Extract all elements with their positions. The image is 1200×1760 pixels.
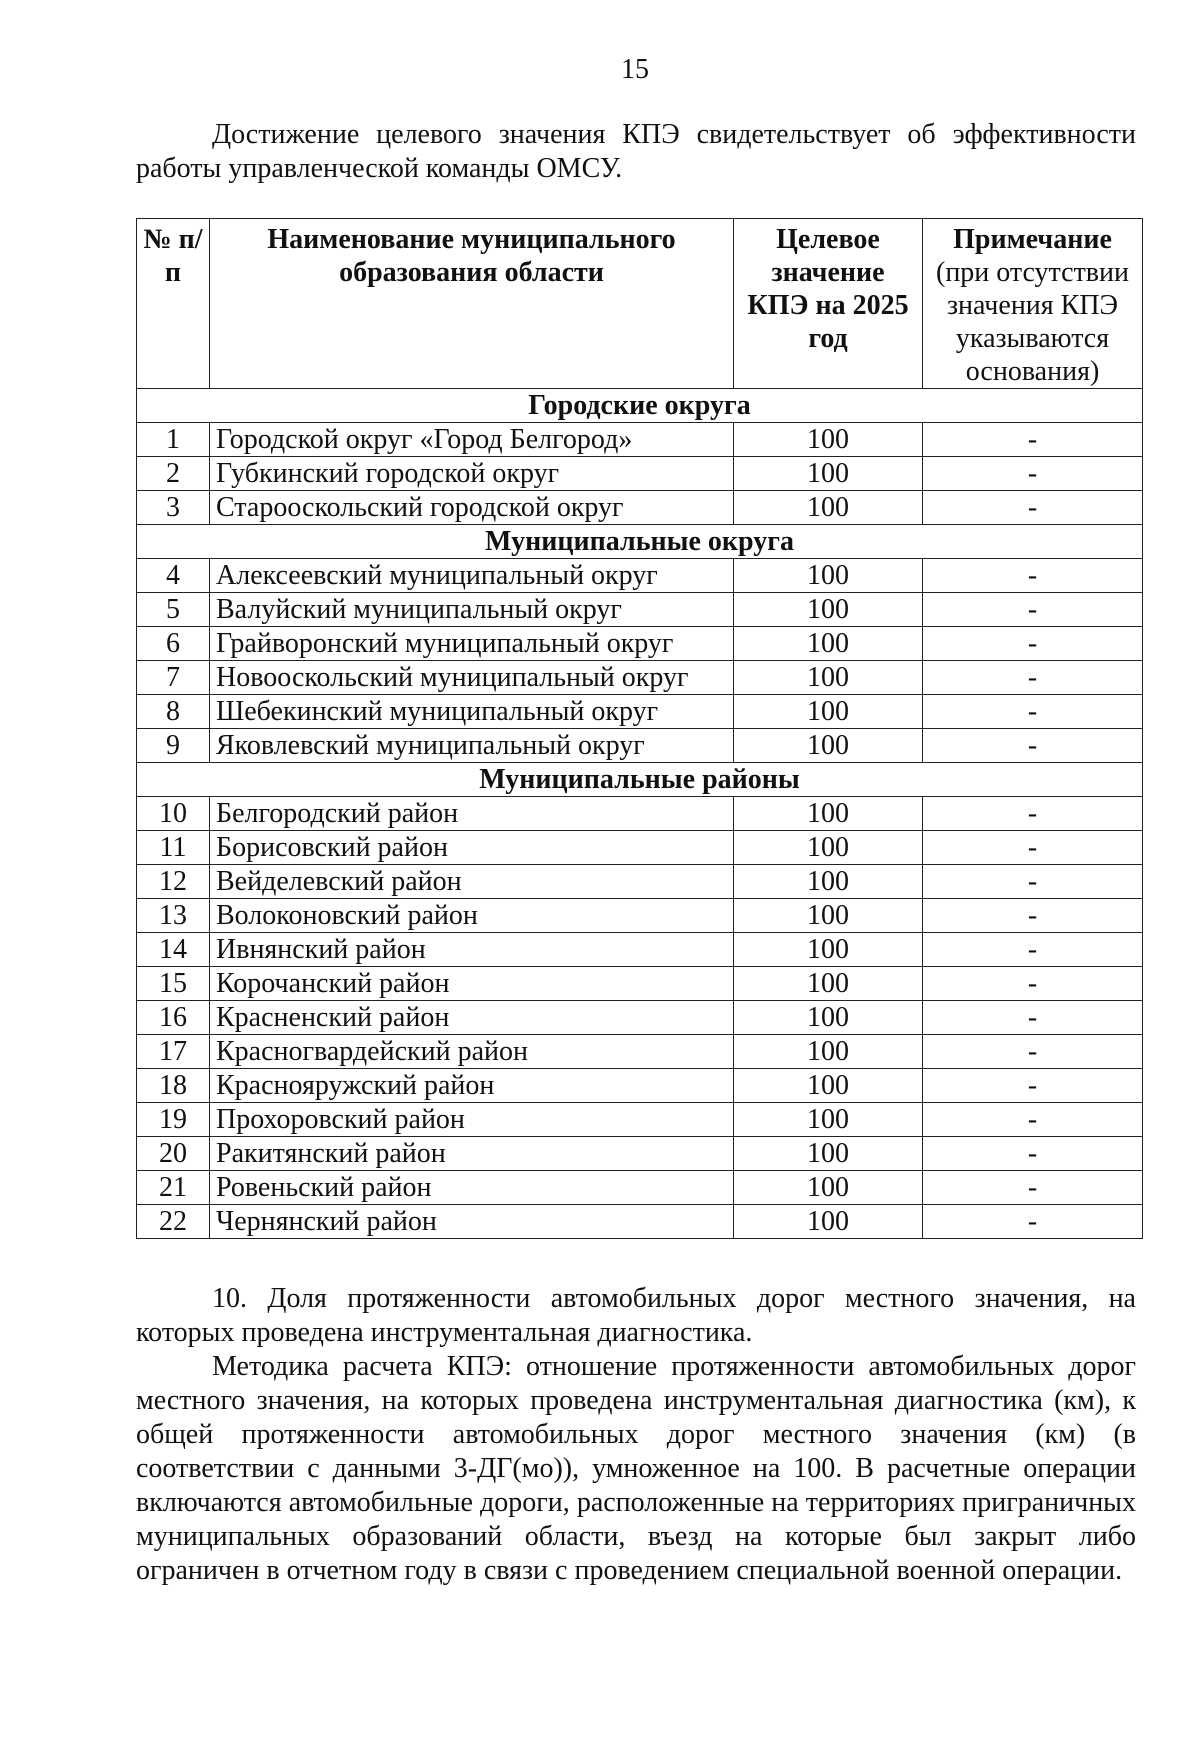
table-row bbox=[137, 593, 1143, 627]
header-name: Наименование муниципального образования области bbox=[210, 219, 734, 389]
group-title: Муниципальные округа bbox=[137, 525, 1143, 559]
row-name: Шебекинский муниципальный округ bbox=[210, 695, 734, 729]
row-number: 15 bbox=[137, 967, 210, 1001]
row-name: Губкинский городской округ bbox=[210, 457, 734, 491]
row-name: Валуйский муниципальный округ bbox=[210, 593, 734, 627]
row-target-value: 100 bbox=[734, 1137, 923, 1171]
row-target-value: 100 bbox=[734, 729, 923, 763]
table-body bbox=[137, 389, 1143, 1239]
row-target-value: 100 bbox=[734, 933, 923, 967]
row-number: 20 bbox=[137, 1137, 210, 1171]
row-note: - bbox=[923, 627, 1143, 661]
row-number: 19 bbox=[137, 1103, 210, 1137]
row-target-value: 100 bbox=[734, 423, 923, 457]
row-name: Красногвардейский район bbox=[210, 1035, 734, 1069]
table-row bbox=[137, 627, 1143, 661]
row-target-value: 100 bbox=[734, 797, 923, 831]
row-note: - bbox=[923, 1103, 1143, 1137]
row-target-value: 100 bbox=[734, 1069, 923, 1103]
row-name: Грайворонский муниципальный округ bbox=[210, 627, 734, 661]
table-row bbox=[137, 1171, 1143, 1205]
row-target-value: 100 bbox=[734, 559, 923, 593]
row-note: - bbox=[923, 729, 1143, 763]
row-note: - bbox=[923, 695, 1143, 729]
intro-paragraph: Достижение целевого значения КПЭ свидетельствует об эффективности работы управленческой команды ОМСУ. bbox=[136, 119, 1136, 184]
table-row bbox=[137, 933, 1143, 967]
row-name: Чернянский район bbox=[210, 1205, 734, 1239]
header-num: № п/п bbox=[137, 219, 210, 389]
row-note: - bbox=[923, 423, 1143, 457]
row-target-value: 100 bbox=[734, 491, 923, 525]
table-row bbox=[137, 423, 1143, 457]
table-row bbox=[137, 899, 1143, 933]
row-name: Ровеньский район bbox=[210, 1171, 734, 1205]
row-note: - bbox=[923, 1205, 1143, 1239]
row-number: 21 bbox=[137, 1171, 210, 1205]
row-number: 9 bbox=[137, 729, 210, 763]
row-number: 7 bbox=[137, 661, 210, 695]
row-name: Городской округ «Город Белгород» bbox=[210, 423, 734, 457]
row-number: 17 bbox=[137, 1035, 210, 1069]
row-name: Вейделевский район bbox=[210, 865, 734, 899]
group-row bbox=[137, 525, 1143, 559]
row-note: - bbox=[923, 1069, 1143, 1103]
row-name: Белгородский район bbox=[210, 797, 734, 831]
row-number: 10 bbox=[137, 797, 210, 831]
row-target-value: 100 bbox=[734, 967, 923, 1001]
row-number: 16 bbox=[137, 1001, 210, 1035]
row-name: Новооскольский муниципальный округ bbox=[210, 661, 734, 695]
table-row bbox=[137, 831, 1143, 865]
table-row bbox=[137, 1205, 1143, 1239]
table-row bbox=[137, 797, 1143, 831]
row-name: Прохоровский район bbox=[210, 1103, 734, 1137]
row-target-value: 100 bbox=[734, 1205, 923, 1239]
row-note: - bbox=[923, 933, 1143, 967]
row-note: - bbox=[923, 899, 1143, 933]
row-name: Ракитянский район bbox=[210, 1137, 734, 1171]
table-row bbox=[137, 695, 1143, 729]
row-note: - bbox=[923, 491, 1143, 525]
row-note: - bbox=[923, 865, 1143, 899]
header-target: Целевое значение КПЭ на 2025 год bbox=[734, 219, 923, 389]
table-row bbox=[137, 661, 1143, 695]
row-note: - bbox=[923, 593, 1143, 627]
table-row bbox=[137, 1103, 1143, 1137]
row-name: Ивнянский район bbox=[210, 933, 734, 967]
item-10-paragraph: 10. Доля протяженности автомобильных дорог местного значения, на которых проведена инструментальная диагностика. bbox=[136, 1283, 1136, 1348]
row-note: - bbox=[923, 797, 1143, 831]
row-target-value: 100 bbox=[734, 1103, 923, 1137]
row-number: 22 bbox=[137, 1205, 210, 1239]
row-note: - bbox=[923, 1035, 1143, 1069]
row-note: - bbox=[923, 831, 1143, 865]
row-target-value: 100 bbox=[734, 593, 923, 627]
row-number: 18 bbox=[137, 1069, 210, 1103]
row-name: Корочанский район bbox=[210, 967, 734, 1001]
method-paragraph: Методика расчета КПЭ: отношение протяженности автомобильных дорог местного значения, на которых проведена инструментальная диагностика (км), к общей протяженности автомобильных дорог местного значения (км) (в соответствии с данными 3-ДГ(мо)), умноженное на 100. В расчетные операции включаются автомобильные дороги, расположенные на территориях приграничных муниципальных образований области, въезд на которые был закрыт либо ограничен в отчетном году в связи с проведением специальной военной операции. bbox=[136, 1351, 1136, 1586]
row-name: Краснояружский район bbox=[210, 1069, 734, 1103]
table-row bbox=[137, 1001, 1143, 1035]
table-row bbox=[137, 1069, 1143, 1103]
header-note-title: Примечание bbox=[953, 224, 1112, 255]
row-target-value: 100 bbox=[734, 457, 923, 491]
table-row bbox=[137, 491, 1143, 525]
row-number: 6 bbox=[137, 627, 210, 661]
row-note: - bbox=[923, 1137, 1143, 1171]
row-name: Борисовский район bbox=[210, 831, 734, 865]
kpe-table bbox=[136, 218, 1143, 1239]
row-target-value: 100 bbox=[734, 865, 923, 899]
group-title: Городские округа bbox=[137, 389, 1143, 423]
row-number: 14 bbox=[137, 933, 210, 967]
table-row bbox=[137, 729, 1143, 763]
row-number: 13 bbox=[137, 899, 210, 933]
page-number: 15 bbox=[621, 54, 649, 85]
row-number: 11 bbox=[137, 831, 210, 865]
row-name: Волоконовский район bbox=[210, 899, 734, 933]
row-note: - bbox=[923, 559, 1143, 593]
row-note: - bbox=[923, 1171, 1143, 1205]
row-target-value: 100 bbox=[734, 1171, 923, 1205]
row-number: 3 bbox=[137, 491, 210, 525]
table-row bbox=[137, 967, 1143, 1001]
row-number: 2 bbox=[137, 457, 210, 491]
table-row bbox=[137, 1137, 1143, 1171]
row-name: Красненский район bbox=[210, 1001, 734, 1035]
row-number: 8 bbox=[137, 695, 210, 729]
row-number: 12 bbox=[137, 865, 210, 899]
row-target-value: 100 bbox=[734, 627, 923, 661]
row-target-value: 100 bbox=[734, 661, 923, 695]
row-target-value: 100 bbox=[734, 1035, 923, 1069]
row-note: - bbox=[923, 1001, 1143, 1035]
group-title: Муниципальные районы bbox=[137, 763, 1143, 797]
row-name: Яковлевский муниципальный округ bbox=[210, 729, 734, 763]
row-note: - bbox=[923, 967, 1143, 1001]
row-name: Старооскольский городской округ bbox=[210, 491, 734, 525]
header-note-sub: (при отсутствии значения КПЭ указываются основания) bbox=[936, 257, 1129, 387]
table-row bbox=[137, 865, 1143, 899]
group-row bbox=[137, 389, 1143, 423]
table-row bbox=[137, 457, 1143, 491]
row-target-value: 100 bbox=[734, 831, 923, 865]
row-target-value: 100 bbox=[734, 695, 923, 729]
group-row bbox=[137, 763, 1143, 797]
header-note bbox=[923, 219, 1143, 389]
row-note: - bbox=[923, 457, 1143, 491]
row-number: 4 bbox=[137, 559, 210, 593]
table-row bbox=[137, 1035, 1143, 1069]
table-row bbox=[137, 559, 1143, 593]
row-name: Алексеевский муниципальный округ bbox=[210, 559, 734, 593]
table-header-row bbox=[137, 219, 1143, 389]
row-target-value: 100 bbox=[734, 899, 923, 933]
row-number: 5 bbox=[137, 593, 210, 627]
row-note: - bbox=[923, 661, 1143, 695]
row-number: 1 bbox=[137, 423, 210, 457]
row-target-value: 100 bbox=[734, 1001, 923, 1035]
